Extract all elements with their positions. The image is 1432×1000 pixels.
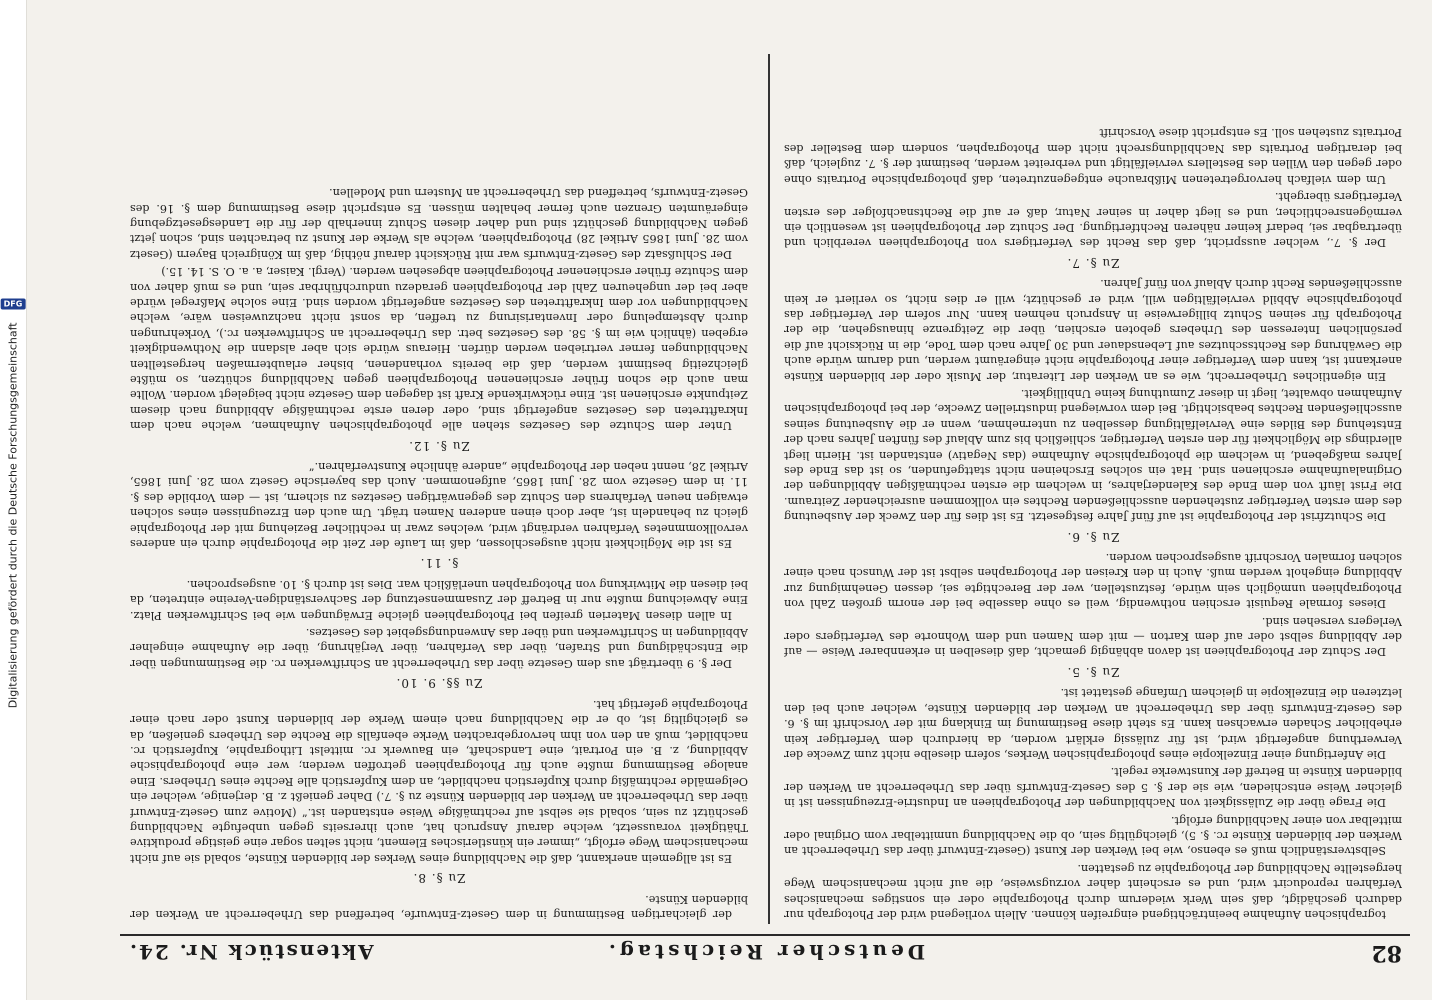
section-heading: Zu §. 6. bbox=[1066, 529, 1120, 544]
paragraph: Es ist allgemein anerkannt, daß die Nachbildung eines Werkes der bildenden Künste, sobald sie auf nicht mechanischem Wege erfolgt, „immer ein künstlerisches Element, nicht selten sogar eine geistige produktive Thätigkeit voraussetzt, welche darauf Anspruch hat, auch ihrerseits gegen unbefugte Nachbildung geschützt zu sein, sobald sie selbst auf rechtmäßige Weise entstanden ist.“ (Motive zum Gesetz-Entwurf über das Urheberrecht an Werken der bildenden Künste zu §. 7.) Daher genießt z. B. derjenige, welcher ein Oelgemälde rechtmäßig durch Kupferstich nachbildet, an dem Kupferstich alle Rechte eines Urhebers. Eine analoge Bestimmung mußte auch für Photographieen getroffen werden; wer eine photographische Abbildung, z. B. ein Portrait, eine Landschaft, ein Bauwerk rc. mittelst Lithographie, Kupferstich rc. nachbildet, muß an den von ihm hervorgebrachten Werke ebenfalls die Rechte des Urhebers genießen, da es gleichgiltig ist, ob er die Nachbildung nach einem Werke der bildenden Kunst oder nach einer Photographie gefertigt hat. bbox=[130, 697, 748, 865]
left-column bbox=[784, 52, 1402, 922]
credit-margin bbox=[0, 0, 27, 1000]
digitization-credit bbox=[3, 292, 23, 709]
page-header bbox=[120, 934, 1410, 970]
rotated-document-page bbox=[120, 40, 1410, 970]
paragraph: Um dem vielfach hervorgetretenen Mißbrauche entgegenzutreten, daß photographische Portraits ohne oder gegen den Willen des Bestellers vervielfältigt und verbreitet werden, bestimmt der §. 7. zugleich, daß bei derartigen Portraits das Nachbildungsrecht nicht dem Photographen, sondern dem Besteller des Portraits zustehen soll. Es entspricht diese Vorschrift bbox=[784, 126, 1402, 186]
paragraph: Selbstverständlich muß es ebenso, wie bei Werken der Kunst (Gesetz-Entwurf über das Urheberrecht an Werken der bildenden Künste rc. §. 5), gleichgültig sein, ob die Nachbildung unmittelbar vom Original oder mittelbar von einer Nachbildung erfolgt. bbox=[784, 813, 1402, 858]
paragraph: Der §. 9 überträgt aus dem Gesetze über das Urheberrecht an Schriftwerken rc. die Bestimmungen über die Entschädigung und Strafen, über das Verfahren, über Verjährung, über die Aufnahme eingelner Abbildungen in Schriftwerken und über das Anwendungsgebiet des Gesetzes. bbox=[130, 626, 748, 670]
column-divider bbox=[768, 54, 770, 924]
paragraph: Der §. 7., welcher ausspricht, daß das Recht des Verfertigers von Photographieen vererblich und übertragbar sei, bedarf keiner näheren Rechtfertigung. Der Schutz der Photographieen ist wesentlich ein vermögensrechtlicher, und es liegt daher in seiner Natur, daß er auf die Rechtsnachfolger des ersten Verfertigers übergeht. bbox=[784, 190, 1402, 250]
paragraph: Dieses formale Requisit erschien nothwendig, weil es ohne dasselbe bei der enorm großen Zahl von Photographieen unmöglich sein würde, festzustellen, wer der Berechtigte sei, dessen Genehmigung zur Abbildung eingeholt werden muß. Auch in den Kreisen der Photographen selbst ist der Wunsch nach einer solchen formalen Vorschrift ausgesprochen worden. bbox=[784, 551, 1402, 611]
paragraph: Der Schlußsatz des Gesetz-Entwurfs war mit Rücksicht darauf nöthig, daß im Königreich Bayern (Gesetz vom 28. Juni 1865 Artikel 28) Photographieen, welche als Werke der Kunst zu betrachten sind, schon jetzt gegen Nachbildung geschützt sind und daher diesen Schutz innerhalb der für die Landesgesetzgebung eingeräumten Grenzen auch ferner behalten müssen. Es entspricht diese Bestimmung dem §. 16. des Gesetz-Entwurfs, betreffend das Urheberrecht an Mustern und Modellen. bbox=[130, 186, 748, 261]
paragraph: In allen diesen Materien greifen bei Photographieen gleiche Erwägungen wie bei Schriftwerken Platz. Eine Abweichung mußte nur in Betreff der Zusammensetzung der Sachverständigen-Vereine eintreten, da bei diesen die Mitwirkung von Photographen unerläßlich war. Dies ist durch §. 10. ausgesprochen. bbox=[130, 577, 748, 622]
paragraph: Die Schutzfrist der Photographie ist auf fünf Jahre festgesetzt. Es ist dies für den Zweck der Ausbeutung des dem ersten Verfertiger zustehenden ausschließenden Rechtes ein vollkommen ausreichender Zeitraum. Die Frist läuft von dem Ende des Kalenderjahres, in welchem die ersten rechtmäßigen Abbildungen der Originalaufnahme erschienen sind. Hat ein solches Erscheinen nicht stattgefunden, so ist das Ende des Jahres maßgebend, in welchem die photographische Aufnahme (das Negativ) entstanden ist. Hierin liegt allerdings die Möglichkeit für den ersten Verfertiger, schließlich bis zum Ablauf des fünften Jahres nach der Entstehung des Bildes eine Vervielfältigung desselben zu unternehmen, wenn er die Ausbeutung seines ausschließenden Rechtes beabsichtigt. Bei dem vorwiegend industriellen Zwecke, der bei photographischen Aufnahmen obwaltet, liegt in dieser Zumuthung keine Unbilligkeit. bbox=[784, 387, 1402, 524]
dfg-logo: DFG bbox=[1, 299, 26, 310]
section-heading: §. 11. bbox=[419, 556, 459, 571]
paragraph: Die Anfertigung einer Einzelkopie eines photographischen Werkes, sofern dieselbe nicht zum Zwecke der Verwerthung angefertigt wird, ist für zulässig erklärt worden, da hierdurch dem Verfertiger kein erheblicher Schaden erwachsen kann. Es steht diese Bestimmung im Einklang mit der Vorschrift im §. 6. des Gesetz-Entwurfs über das Urheberrecht an Werken der bildenden Künste, welcher auch bei den letzteren die Einzelkopie in gleichem Umfange gestattet ist. bbox=[784, 686, 1402, 761]
document-number: Aktenstück Nr. 24. bbox=[128, 940, 374, 964]
paragraph: tographischen Aufnahme beeinträchtigend eingreifen können. Allein vorliegend wird der Photograph nur dadurch geschädigt, daß sein Werk wiederum durch Photographie oder ein sonstiges mechanisches Verfahren reproducirt wird, und es erscheint daher vorzugsweise, die auf nicht mechanischem Wege hergestellte Nachbildung der Photographie zu gestatten. bbox=[784, 861, 1402, 921]
paragraph: der gleichartigen Bestimmung in dem Gesetz-Entwurfe, betreffend das Urheberrecht an Werken der bildenden Künste. bbox=[130, 892, 748, 921]
page-title: Deutscher Reichstag. bbox=[604, 940, 926, 964]
paragraph: Die Frage über die Zulässigkeit von Nachbildungen der Photographieen an Industrie-Erzeugnissen ist in gleicher Weise entschieden, wie sie der §. 5 des Gesetz-Entwurfs über das Urheberrecht an Werken der bildenden Künste in Betreff der Kunstwerke regelt. bbox=[784, 765, 1402, 810]
paragraph: Ein eigentliches Urheberrecht, wie es an Werken der Literatur, der Musik oder der bildenden Künste anerkannt ist, kann dem Verfertiger einer Photographie nicht eingeräumt werden, und darum würde auch die Gewährung des Rechtsschutzes auf Lebensdauer und 30 Jahre nach dem Tode, die in Rücksicht auf die persönlichen Interessen des Urhebers geboten erschien, über die Zeitgrenze hinausgehen, die der Photograph für seinen Schutz billigerweise in Anspruch nehmen kann. Nur sofern der Verfertiger das photographische Abbild vervielfältigen will, wird er geschützt; will er dies nicht, so verliert er kein ausschließendes Recht durch Ablauf von fünf Jahren. bbox=[784, 277, 1402, 383]
digitization-credit-text: Digitalisierung gefördert durch die Deutsche Forschungsgemeinschaft bbox=[6, 322, 20, 709]
section-heading: Zu §§. 9. 10. bbox=[395, 676, 483, 691]
right-column bbox=[130, 52, 748, 922]
section-heading: Zu §. 5. bbox=[1066, 664, 1120, 679]
paragraph: Es ist die Möglichkeit nicht ausgeschlossen, daß im Laufe der Zeit die Photographie durch ein anderes vervollkommnetes Verfahren verdrängt wird, welches zwar in rechtlicher Beziehung mit der Photographie gleich zu behandeln ist, aber doch einen anderen Namen trägt. Um auch den Erzeugnissen eines solchen etwaigen neuen Verfahrens den Schutz des gegenwärtigen Gesetzes zu sichern, ist — dem Vorbilde des §. 11. in dem Gesetze vom 28. Juni 1865, aufgenommen. Auch das bayerische Gesetz vom 28. Juni 1865, Artikel 28, nennt neben der Photographie „andere ähnliche Kunstverfahren.“ bbox=[130, 460, 748, 551]
section-heading: Zu §. 12. bbox=[408, 438, 470, 453]
paragraph: Der Schutz der Photographieen ist davon abhängig gemacht, daß dieselben in erkennbarer Weise — auf der Abbildung selbst oder auf dem Karton — mit dem Namen und dem Wohnorte des Verfertigers oder Verlegers versehen sind. bbox=[784, 614, 1402, 659]
paragraph: Unter dem Schutze des Gesetzes stehen alle photographischen Aufnahmen, welche nach dem Inkrafttreten des Gesetzes angefertigt sind, oder deren erste rechtmäßige Abbildung nach diesem Zeitpunkte erschienen ist. Eine rückwirkende Kraft ist dagegen dem Gesetze nicht beigelegt worden. Wollte man auch die schon früher erschienenen Photographieen gegen Nachbildung schützen, so müßte gleichzeitig bestimmt werden, daß die bereits vorhandenen, bisher erlaubtermaßen hergestellten Nachbildungen ferner vertrieben werden dürfen. Hieraus würde sich aber alsdann die Nothwendigkeit ergeben (ähnlich wie im §. 58. des Gesetzes betr. das Urheberrecht an Schriftwerken rc.), Vorkehrungen durch Abstempelung oder Inventarisirung zu treffen, da sonst nicht nachzuweisen wäre, welche Nachbildungen vor dem Inkrafttreten des Gesetzes angefertigt worden sind. Eine solche Maßregel würde aber bei der ungeheuren Zahl der Photographieen geradezu undurchführbar sein, und es muß daher von dem Schutze früher erschienener Photographieen abgesehen werden. (Vergl. Kaiser, a. a. O. S. 14. 15.) bbox=[130, 265, 748, 433]
page-number: 82 bbox=[1371, 940, 1402, 966]
section-heading: Zu §. 7. bbox=[1066, 255, 1120, 270]
section-heading: Zu §. 8. bbox=[412, 871, 466, 886]
